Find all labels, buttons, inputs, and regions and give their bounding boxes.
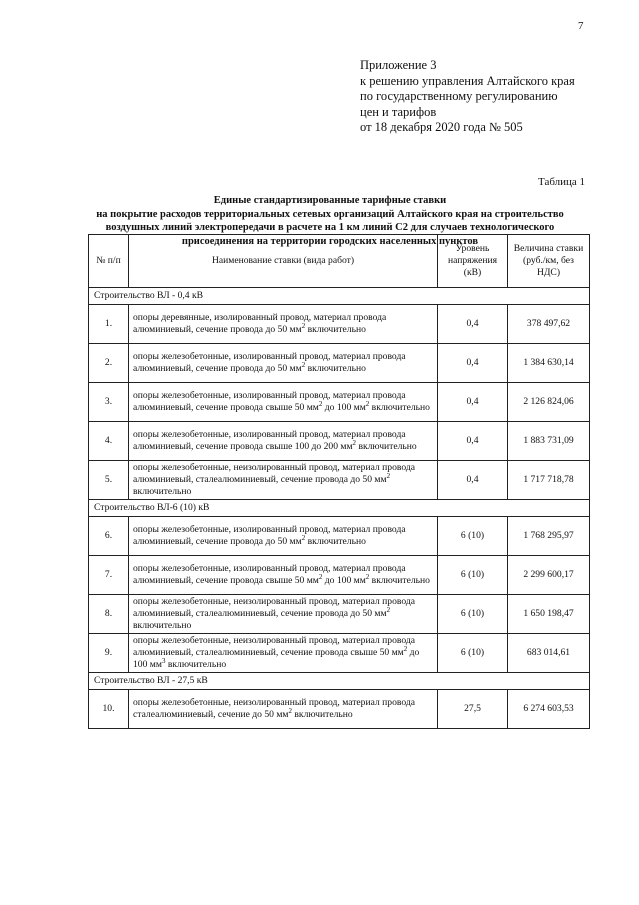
table-row [89,556,590,595]
rate-value: 683 014,61 [508,634,590,673]
voltage-level: 0,4 [438,305,508,344]
rate-value: 1 768 295,97 [508,517,590,556]
appendix-block [360,58,575,136]
rate-name-text: опоры железобетонные, изолированный провод, материал провода алюминиевый, сечение провода свыше 50 мм [133,390,406,413]
row-number: 7. [89,556,129,595]
superscript: 2 [403,644,408,653]
table-row [89,595,590,634]
rate-name-text: включительно [165,659,227,670]
rate-name [129,690,438,729]
voltage-level: 6 (10) [438,556,508,595]
row-number: 5. [89,461,129,500]
rate-name-text: включительно [356,441,417,452]
rate-name-text: включительно [292,709,353,720]
rate-name-text: опоры железобетонные, изолированный провод, материал провода алюминиевый, сечение провода до 50 мм [133,351,406,374]
section-row [89,673,590,690]
rate-name [129,305,438,344]
title-line: воздушных линий электропередачи в расчете на 1 км линий С2 для случаев технологического [105,222,555,233]
superscript: 2 [301,360,306,369]
table-row [89,461,590,500]
rate-name-text: до 100 мм [133,647,420,670]
rate-value: 1 650 198,47 [508,595,590,634]
table-row [89,383,590,422]
rate-name-text: включительно [369,575,430,586]
table-label: Таблица 1 [538,176,586,188]
voltage-level: 0,4 [438,422,508,461]
rate-name-text: включительно [305,363,366,374]
rate-value: 378 497,62 [508,305,590,344]
title-line: присоединения на территории городских населенных пунктов [181,235,479,247]
rate-name [129,595,438,634]
voltage-level: 6 (10) [438,517,508,556]
title-line: Единые стандартизированные тарифные ставки [213,195,447,206]
superscript: 2 [318,572,323,581]
table-row [89,422,590,461]
rate-name [129,344,438,383]
row-number: 6. [89,517,129,556]
section-title: Строительство ВЛ-6 (10) кВ [89,500,590,517]
row-number: 10. [89,690,129,729]
row-number: 9. [89,634,129,673]
rate-name-text: опоры железобетонные, неизолированный провод, материал провода алюминиевый, сталеалюминиевый, сечение провода свыше 50 мм [133,635,415,658]
rate-name-text: включительно [305,536,366,547]
superscript: 2 [318,399,323,408]
row-number: 2. [89,344,129,383]
rate-name-text: включительно [133,620,192,631]
rate-value: 6 274 603,53 [508,690,590,729]
appendix-line: к решению управления Алтайского края [360,73,575,88]
rate-name-text: опоры железобетонные, изолированный провод, материал провода алюминиевый, сечение провода свыше 100 до 200 мм [133,429,406,452]
rate-name-text: до 100 мм [322,402,366,413]
voltage-level: 6 (10) [438,634,508,673]
appendix-line: по государственному регулированию [360,89,558,103]
rate-value: 1 883 731,09 [508,422,590,461]
superscript: 3 [161,656,166,665]
voltage-level: 27,5 [438,690,508,729]
rate-name-text: опоры деревянные, изолированный провод, материал провода алюминиевый, сечение провода до 50 мм [133,312,387,335]
appendix-line: Приложение 3 [360,58,437,72]
table-row [89,690,590,729]
header-value: Величина ставки (руб./км, без НДС) [508,235,590,288]
rate-name [129,461,438,500]
section-row [89,500,590,517]
voltage-level: 0,4 [438,461,508,500]
section-title: Строительство ВЛ - 0,4 кВ [89,288,590,305]
superscript: 2 [301,533,306,542]
rate-name-text: опоры железобетонные, изолированный провод, материал провода алюминиевый, сечение провода до 50 мм [133,524,406,547]
superscript: 2 [365,399,370,408]
superscript: 2 [365,572,370,581]
rate-value: 2 126 824,06 [508,383,590,422]
table-row [89,634,590,673]
row-number: 4. [89,422,129,461]
table-header-row [89,235,590,288]
superscript: 2 [386,605,391,614]
superscript: 2 [301,321,306,330]
rate-name-text: опоры железобетонные, неизолированный провод, материал провода алюминиевый, сталеалюминиевый, сечение провода до 50 мм [133,462,415,485]
rate-name [129,517,438,556]
appendix-line: цен и тарифов [360,104,437,119]
rate-name [129,383,438,422]
superscript: 2 [386,471,391,480]
table-row [89,517,590,556]
table-body [89,288,590,729]
superscript: 2 [288,706,292,715]
page-number: 7 [578,20,584,32]
rate-value: 2 299 600,17 [508,556,590,595]
rate-name-text: опоры железобетонные, изолированный провод, материал провода алюминиевый, сечение провода свыше 50 мм [133,563,406,586]
rate-name-text: включительно [133,486,192,497]
voltage-level: 6 (10) [438,595,508,634]
rate-name-text: включительно [305,324,366,335]
row-number: 8. [89,595,129,634]
row-number: 3. [89,383,129,422]
table-row [89,305,590,344]
rate-value: 1 717 718,78 [508,461,590,500]
row-number: 1. [89,305,129,344]
rate-name-text: опоры железобетонные, неизолированный провод, материал провода сталеалюминиевый, сечение до 50 мм [133,697,415,720]
tariff-table [88,234,590,729]
voltage-level: 0,4 [438,344,508,383]
title-line: на покрытие расходов территориальных сетевых организаций Алтайского края на строительство [96,208,564,220]
rate-name-text: до 100 мм [322,575,366,586]
rate-name [129,634,438,673]
voltage-level: 0,4 [438,383,508,422]
header-name: Наименование ставки (вида работ) [129,235,438,288]
section-row [89,288,590,305]
rate-value: 1 384 630,14 [508,344,590,383]
table-row [89,344,590,383]
rate-name [129,422,438,461]
appendix-line: от 18 декабря 2020 года № 505 [360,120,523,134]
header-num: № п/п [89,235,129,288]
header-voltage: Уровень напряжения (кВ) [438,235,508,288]
rate-name-text: опоры железобетонные, неизолированный провод, материал провода алюминиевый, сталеалюминиевый, сечение провода до 50 мм [133,596,415,619]
rate-name [129,556,438,595]
rate-name-text: включительно [369,402,430,413]
section-title: Строительство ВЛ - 27,5 кВ [89,673,590,690]
superscript: 2 [352,438,357,447]
